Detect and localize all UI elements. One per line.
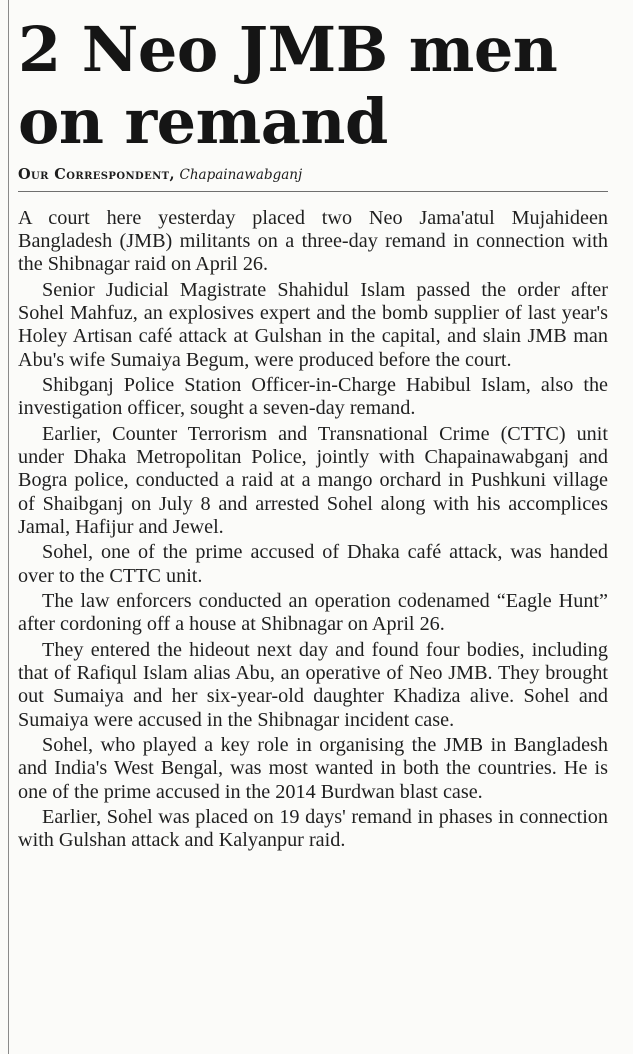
byline-author: Our Correspondent, (18, 166, 175, 183)
headline-line-2: on remand (18, 85, 388, 158)
headline-line-1: 2 Neo JMB men (18, 13, 558, 86)
paragraph-5: Sohel, one of the prime accused of Dhaka café attack, was handed over to the CTTC unit. (18, 541, 608, 587)
paragraph-8: Sohel, who played a key role in organising the JMB in Bangladesh and India's West Bengal, was most wanted in both the countries. He is one of the prime accused in the 2014 Burdwan blast case. (18, 734, 608, 803)
headline (18, 0, 608, 158)
article-body (18, 207, 608, 853)
byline-dateline: Chapainawabganj (179, 167, 303, 183)
column-rule (8, 0, 9, 1054)
paragraph-6: The law enforcers conducted an operation codenamed “Eagle Hunt” after cordoning off a house at Shibnagar on April 26. (18, 590, 608, 636)
paragraph-3: Shibganj Police Station Officer-in-Charge Habibul Islam, also the investigation officer, sought a seven-day remand. (18, 374, 608, 420)
news-article (18, 0, 608, 855)
paragraph-4: Earlier, Counter Terrorism and Transnational Crime (CTTC) unit under Dhaka Metropolitan Police, jointly with Chapainawabganj and Bogra police, conducted a raid at a mango orchard in Pushkuni village of Shaibganj on July 8 and arrested Sohel along with his accomplices Jamal, Hafijur and Jewel. (18, 423, 608, 538)
byline (18, 166, 608, 192)
paragraph-1: A court here yesterday placed two Neo Jama'atul Mujahideen Bangladesh (JMB) militants on a three-day remand in connection with the Shibnagar raid on April 26. (18, 207, 608, 276)
paragraph-9: Earlier, Sohel was placed on 19 days' remand in phases in connection with Gulshan attack and Kalyanpur raid. (18, 806, 608, 852)
paragraph-2: Senior Judicial Magistrate Shahidul Islam passed the order after Sohel Mahfuz, an explosives expert and the bomb supplier of last year's Holey Artisan café attack at Gulshan in the capital, and slain JMB man Abu's wife Sumaiya Begum, were produced before the court. (18, 279, 608, 371)
paragraph-7: They entered the hideout next day and found four bodies, including that of Rafiqul Islam alias Abu, an operative of Neo JMB. They brought out Sumaiya and her six-year-old daughter Khadiza alive. Sohel and Sumaiya were accused in the Shibnagar incident case. (18, 639, 608, 731)
